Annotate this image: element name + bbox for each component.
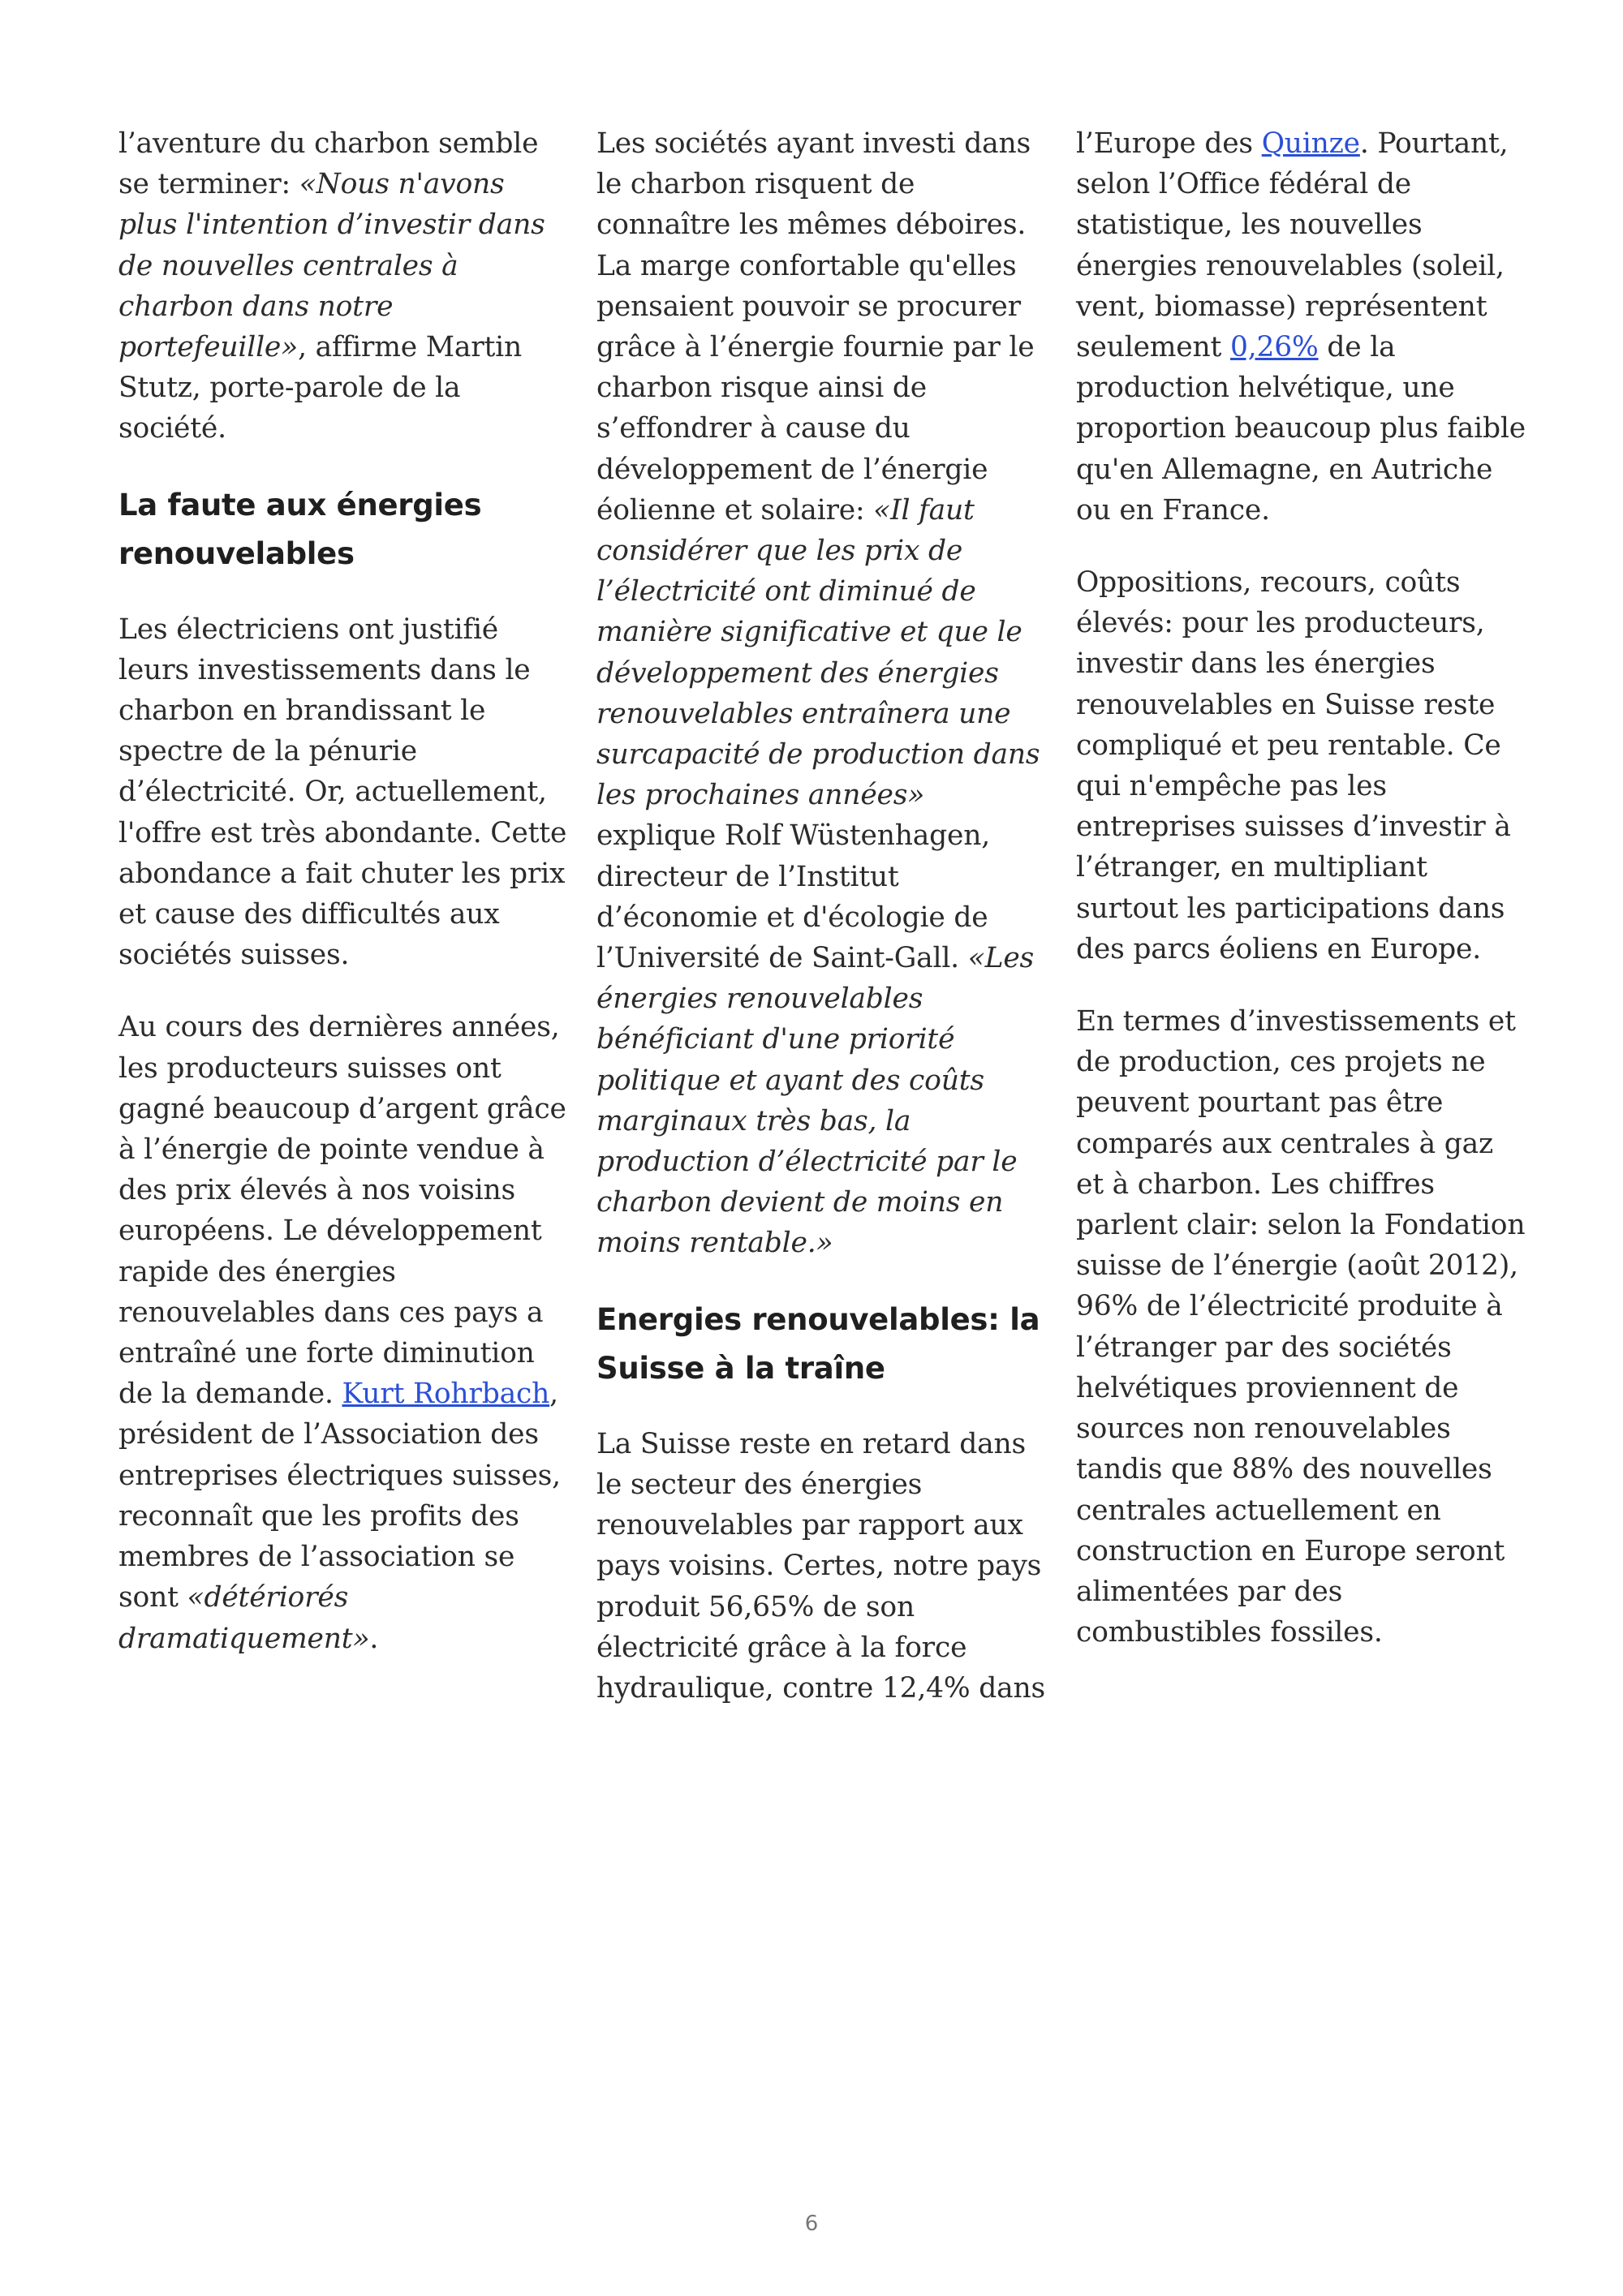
paragraph-text: , affirme Martin Stutz, porte-parole de la société. (118, 331, 523, 445)
paragraph-text: Les sociétés ayant investi dans le charbon risquent de connaître les mêmes déboires. La marge confortable qu'elles pensaient pouvoir se procurer grâce à l’énergie fournie par le charbon risque ainsi de s’effondrer à cause du développement de l’énergie éolienne et solaire: (596, 127, 1035, 527)
section-heading-switzerland-behind: Energies renouvelables: la Suisse à la traîne (596, 1301, 1040, 1386)
link-quinze[interactable]: Quinze (1261, 127, 1360, 160)
paragraph-new-renewables-share (1076, 123, 1526, 531)
quote-coal-less-profitable: «Les énergies renouvelables bénéficiant d'une priorité politique et ayant des coûts marginaux très bas, la production d’électricité par le charbon devient de moins en moins rentable.» (596, 942, 1035, 1260)
paragraph-text: l’Europe des (1076, 127, 1262, 160)
paragraph-peak-energy (118, 1007, 569, 1658)
article-column-2 (596, 123, 1047, 1740)
quote-stutz: «Nous n'avons plus l'intention d’investir dans de nouvelles centrales à charbon dans notre portefeuille» (118, 168, 545, 364)
paragraph-text: Au cours des dernières années, les producteurs suisses ont gagné beaucoup d’argent grâce à l’énergie de pointe vendue à des prix élevés à nos voisins européens. Le développement rapide des énergies renouvelables dans ces pays a entraîné une forte diminution de la demande. (118, 1011, 566, 1411)
paragraph-stutz-quote (118, 123, 569, 449)
paragraph-investments-production: En termes d’investissements et de production, ces projets ne peuvent pourtant pas être comparés aux centrales à gaz et à charbon. Les chiffres parlent clair: selon la Fondation suisse de l’énergie (août 2012), 96% de l’électricité produite à l’étranger par des sociétés helvétiques proviennent de sources non renouvelables tandis que 88% des nouvelles centrales actuellement en construction en Europe seront alimentées par des combustibles fossiles. (1076, 1005, 1526, 1649)
paragraph-hydraulic: La Suisse reste en retard dans le secteur des énergies renouvelables par rapport aux pays voisins. Certes, notre pays produit 56,65% de son électricité grâce à la force hydraulique, contre 12,4% dans (596, 1427, 1045, 1705)
paragraph-oppositions: Oppositions, recours, coûts élevés: pour les producteurs, investir dans les énergies renouvelables en Suisse reste compliqué et peu rentable. Ce qui n'empêche pas les entreprises suisses d’investir à l’étranger, en multipliant surtout les participations dans des parcs éoliens en Europe. (1076, 566, 1511, 965)
quote-deteriorated: «détériorés dramatiquement» (118, 1581, 370, 1655)
paragraph-text: l’aventure du charbon semble se terminer: (118, 127, 539, 201)
link-percentage[interactable]: 0,26% (1229, 331, 1319, 364)
paragraph-text: de la production helvétique, une proportion beaucoup plus faible qu'en Allemagne, en Autriche ou en France. (1076, 331, 1526, 527)
article-column-3 (1076, 123, 1526, 1684)
quote-overcapacity: «Il faut considérer que les prix de l’électricité ont diminué de manière significative et que le développement des énergies renouvelables entraînera une surcapacité de production dans les prochaines années» (596, 493, 1040, 812)
section-heading-renewables-fault: La faute aux énergies renouvelables (118, 487, 482, 571)
paragraph-text: . (369, 1622, 379, 1655)
article-column-1 (118, 123, 569, 1691)
paragraph-text: explique Rolf Wüstenhagen, directeur de l’Institut d’économie et d'écologie de l’Université de Saint-Gall. (596, 819, 990, 975)
link-kurt-rohrbach[interactable]: Kurt Rohrbach (342, 1378, 550, 1411)
paragraph-shortage-spectre: Les électriciens ont justifié leurs investissements dans le charbon en brandissant le spectre de la pénurie d’électricité. Or, actuellement, l'offre est très abondante. Cette abondance a fait chuter les prix et cause des difficultés aux sociétés suisses. (118, 613, 567, 972)
paragraph-wustenhagen (596, 123, 1047, 1264)
page-number: 6 (804, 2212, 819, 2236)
paragraph-text: . Pourtant, selon l’Office fédéral de statistique, les nouvelles énergies renouvelables (soleil, vent, biomasse) représentent seulement (1076, 127, 1509, 364)
paragraph-text: , président de l’Association des entreprises électriques suisses, reconnaît que les profits des membres de l’association se sont (118, 1378, 561, 1615)
